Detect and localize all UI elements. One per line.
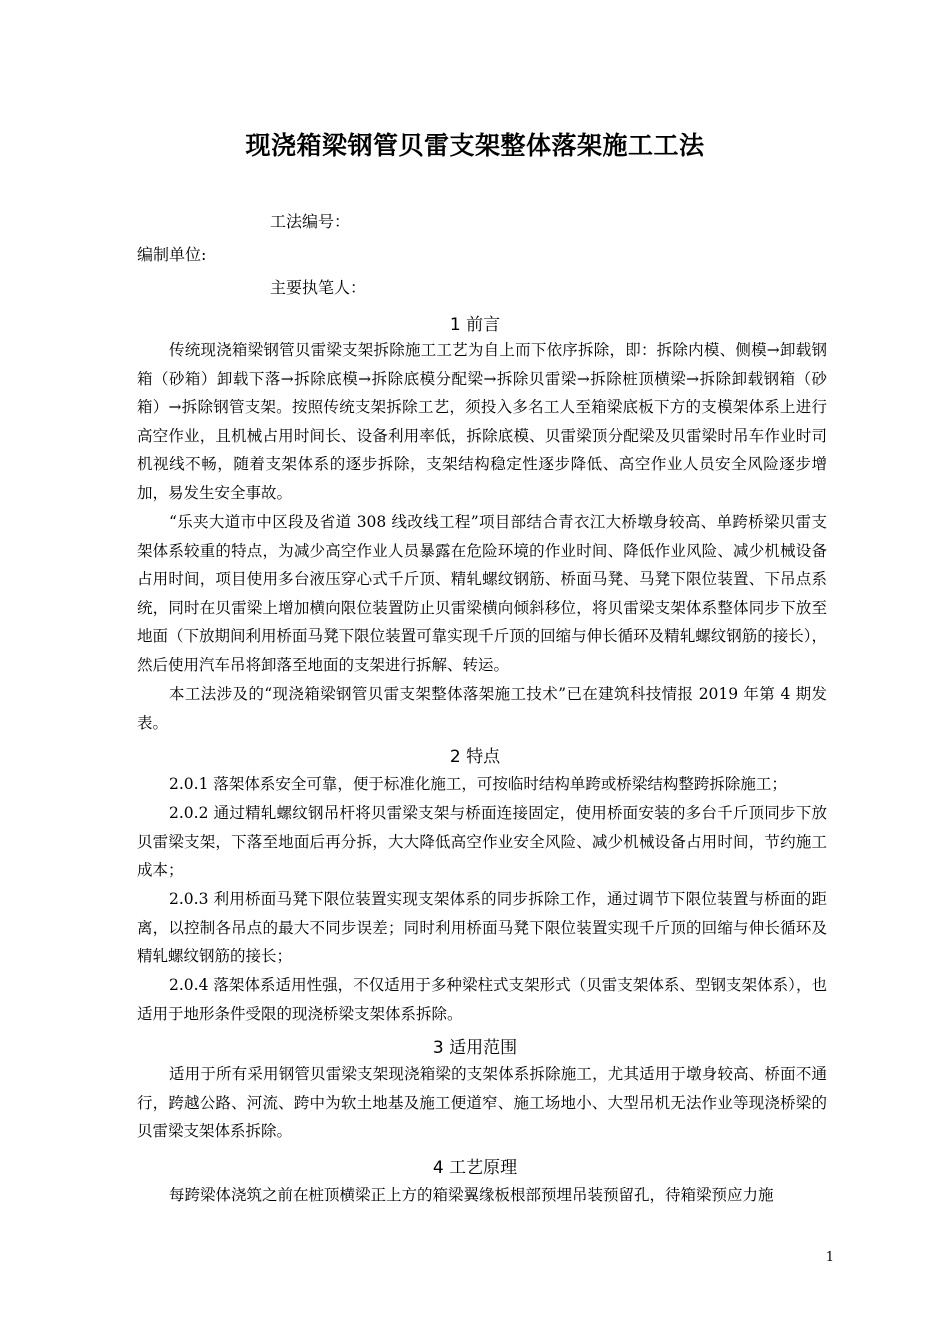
section-heading-preface: 1 前言 — [449, 315, 501, 335]
compiling-unit-label: 编制单位: — [137, 245, 207, 264]
paragraph: 2.0.2 通过精轧螺纹钢吊杆将贝雷梁支架与桥面连接固定，使用桥面安装的多台千斤顶同步下放贝雷梁支架，下落至地面后再分拆，大大降低高空作业安全风险、减少机械设备占用时间，节约施工成本； — [137, 804, 827, 879]
paragraph: 每跨梁体浇筑之前在桩顶横梁正上方的箱梁翼缘板根部预埋吊装预留孔，待箱梁预应力施 — [169, 1186, 774, 1204]
paragraph: 本工法涉及的“现浇箱梁钢管贝雷支架整体落架施工技术”已在建筑科技情报 2019 年第 4 期发表。 — [137, 685, 827, 732]
section-heading-features: 2 特点 — [449, 747, 501, 767]
paragraph: 2.0.3 利用桥面马凳下限位装置实现支架体系的同步拆除工作，通过调节下限位装置与桥面的距离，以控制各吊点的最大不同步误差；同时利用桥面马凳下限位装置实现千斤顶的回缩与伸长循环及精轧螺纹钢筋的接长； — [137, 890, 827, 965]
section-heading-scope: 3 适用范围 — [432, 1038, 518, 1058]
document-title: 现浇箱梁钢管贝雷支架整体落架施工工法 — [245, 131, 705, 160]
paragraph: 传统现浇箱梁钢管贝雷梁支架拆除施工工艺为自上而下依序拆除，即：拆除内模、侧模→卸载钢箱（砂箱）卸载下落→拆除底模→拆除底模分配梁→拆除贝雷梁→拆除桩顶横梁→拆除卸载钢箱（砂箱）→拆除钢管支架。按照传统支架拆除工艺，须投入多名工人至箱梁底板下方的支模架体系上进行高空作业，且机械占用时间长、设备利用率低，拆除底模、贝雷梁顶分配梁及贝雷梁时吊车作业时司机视线不畅，随着支架体系的逐步拆除，支架结构稳定性逐步降低、高空作业人员安全风险逐步增加，易发生安全事故。 — [137, 341, 827, 502]
method-number-label: 工法编号： — [270, 212, 351, 231]
page-number: 1 — [825, 1250, 834, 1265]
section-heading-principle: 4 工艺原理 — [432, 1158, 518, 1178]
main-author-label: 主要执笔人： — [270, 278, 367, 297]
paragraph: 2.0.4 落架体系适用性强，不仅适用于多种梁柱式支架形式（贝雷支架体系、型钢支架体系），也适用于地形条件受限的现浇桥梁支架体系拆除。 — [137, 976, 827, 1023]
paragraph: 适用于所有采用钢管贝雷梁支架现浇箱梁的支架体系拆除施工，尤其适用于墩身较高、桥面不通行，跨越公路、河流、跨中为软土地基及施工便道窄、施工场地小、大型吊机无法作业等现浇桥梁的贝雷梁支架体系拆除。 — [137, 1065, 827, 1140]
paragraph: 2.0.1 落架体系安全可靠，便于标准化施工，可按临时结构单跨或桥梁结构整跨拆除施工； — [169, 775, 787, 793]
paragraph: “乐夹大道市中区段及省道 308 线改线工程”项目部结合青衣江大桥墩身较高、单跨桥梁贝雷支架体系较重的特点，为减少高空作业人员暴露在危险环境的作业时间、降低作业风险、减少机械设备占用时间，项目使用多台液压穿心式千斤顶、精轧螺纹钢筋、桥面马凳、马凳下限位装置、下吊点系统，同时在贝雷梁上增加横向限位装置防止贝雷梁横向倾斜移位，将贝雷梁支架体系整体同步下放至地面（下放期间利用桥面马凳下限位装置可靠实现千斤顶的回缩与伸长循环及精轧螺纹钢筋的接长），然后使用汽车吊将卸落至地面的支架进行拆解、转运。 — [137, 513, 827, 674]
